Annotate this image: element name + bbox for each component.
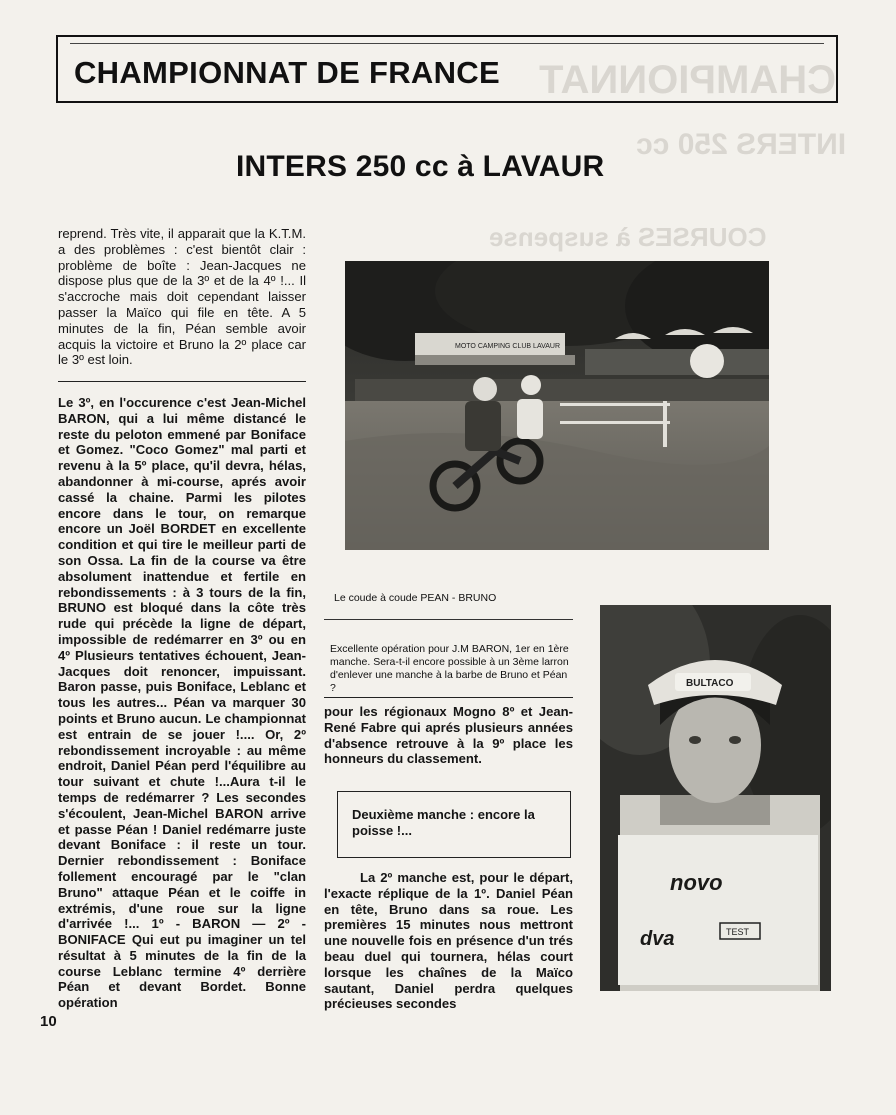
column2-paragraph1: pour les régionaux Mogno 8º et Jean-René Fabre qui aprés plusieurs années d'absence retrouve à la 9º place les honneurs du classement. xyxy=(324,704,573,767)
rider-portrait-photo xyxy=(600,605,831,991)
cap-logo-text: BULTACO xyxy=(686,678,734,689)
photo-caption-2: Excellente opération pour J.M BARON, 1er en 1ère manche. Sera-t-il encore possible à un 3ème larron d'enlever une manche à la barbe de Bruno et Péan ? xyxy=(330,643,569,694)
page-number: 10 xyxy=(40,1013,57,1030)
column2-paragraph2: La 2º manche est, pour le départ, l'exacte réplique de la 1º. Daniel Péan en tête, Bruno dans sa roue. Les premières 15 minutes nous mettront une nouvelle fois en présence d'un trés beau duel qui tournera, hélas court lorsque les chaînes de la Maïco sautant, Daniel perdra quelques précieuses secondes xyxy=(324,870,573,1012)
column-divider xyxy=(58,381,306,382)
race-photo xyxy=(345,261,769,550)
bib-brand-text: novo xyxy=(670,870,723,895)
column-divider xyxy=(324,697,573,698)
bleed-through-text: COURSES à suspense xyxy=(488,222,766,252)
svg-text:dva: dva xyxy=(640,928,675,950)
header-rule xyxy=(70,43,824,44)
section-heading-box xyxy=(337,791,571,858)
column1-paragraph1: reprend. Très vite, il apparait que la K.T.M. a des problèmes : c'est bientôt clair : problème de boîte : Jean-Jacques ne dispose plus que de la 3º et de la 4º !... Il s'accroche mais doit cependant laisser passer la Maïco qui file en tête. A 5 minutes de la fin, Péan semble avoir acquis la victoire et Bruno la 2º place car le 3º est loin. xyxy=(58,226,306,368)
caption-rule xyxy=(324,619,573,620)
page-title: CHAMPIONNAT DE FRANCE xyxy=(74,55,500,90)
section-heading: Deuxième manche : encore la poisse !... xyxy=(352,807,535,838)
header-box xyxy=(56,35,838,103)
banner-text: MOTO CAMPING CLUB LAVAUR xyxy=(455,343,561,350)
bleed-through-text: CHAMPIONNAT xyxy=(538,58,836,102)
column1-paragraph2: Le 3º, en l'occurence c'est Jean-Michel BARON, qui a lui même distancé le reste du peloton emmené par Boniface et Gomez. "Coco Gomez" mal parti et revenu à la 5º place, qu'il devra, hélas, abandonner à mi-course, aprés avoir cassé la chaine. Parmi les pilotes encore dans le tour, on remarque encore un Joël BORDET en excellente condition et qui tire le meilleur parti de son Ossa. La fin de la course va être absolument inattendue et fertile en rebondissements : à 3 tours de la fin, BRUNO est bloqué dans la côte très rude qui précède la ligne de départ, impossible de redémarrer en 3º ou en 4º Plusieurs tentatives échouent, Jean-Jacques doit renoncer, impuissant. Baron passe, puis Boniface, Leblanc et tous les autres... Péan va marquer 30 points et Bruno aucun. Le championnat est entrain de se jouer !.... Or, 2º rebondissement incroyable : au même endroit, Daniel Péan perd l'équilibre au tour suivant et chute !...Aura t-il le temps de redémarrer ? Les secondes s'écoulent, Jean-Michel BARON arrive et passe Péan ! Daniel redémarre juste devant Boniface : il reste un tour. Dernier rebondissement : Boniface follement encouragé par le "clan Bruno" attaque Péan et le coiffe in extrémis, d'une roue sur la ligne d'arrivée !... 1º - BARON — 2º - BONIFACE Qui eut pu imaginer un tel résultat à 5 minutes de la fin de la course Leblanc termine 4º derrière Péan et devant Bordet. Bonne opération xyxy=(58,395,306,1011)
bleed-through-text: INTERS 250 cc xyxy=(635,128,846,161)
bib-test-text: TEST xyxy=(726,927,750,937)
photo-caption: Le coude à coude PEAN - BRUNO xyxy=(334,592,497,604)
article-subtitle: INTERS 250 cc à LAVAUR xyxy=(236,150,605,183)
